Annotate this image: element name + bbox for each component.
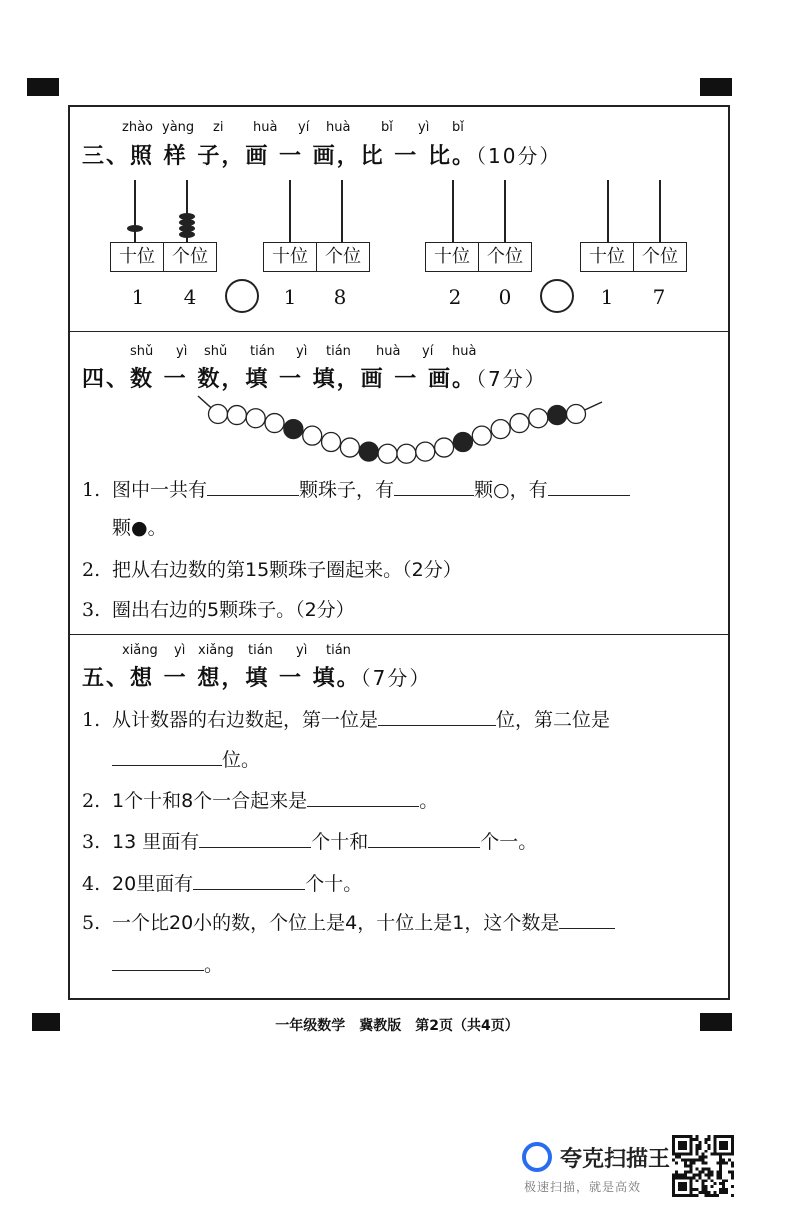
abacus-rod-ones (659, 180, 661, 243)
question-number: 3. (82, 599, 101, 621)
bead-black[interactable] (284, 420, 303, 439)
question-text: 。 (204, 954, 224, 976)
question-text: 位，第二位是 (496, 709, 611, 731)
bead-white[interactable] (303, 426, 322, 445)
tens-label: 十位 (264, 243, 317, 271)
section-4-score: （7分） (475, 367, 547, 391)
pinyin: yì (296, 344, 308, 359)
question-number: 4. (82, 873, 101, 895)
abacus-rod-tens (607, 180, 609, 243)
answer-blank[interactable] (207, 477, 299, 496)
question-text: 13 里面有 (112, 831, 200, 853)
section-5-title: 五、想 一 想，填 一 填。 (82, 666, 361, 691)
bead-white[interactable] (227, 406, 246, 425)
section-4-title: 四、数 一 数，填 一 填，画 一 画。 (82, 367, 476, 392)
abacus-rod-tens (134, 180, 136, 243)
bead-white[interactable] (416, 442, 435, 461)
section-3-title: 三、照 样 子，画 一 画，比 一 比。 (82, 144, 476, 169)
question-text: 颗●。 (112, 517, 167, 539)
worksheet-frame (68, 105, 730, 1000)
question-text: 把从右边数的第15颗珠子圈起来。（2分） (112, 559, 462, 581)
digit: 2 (448, 285, 462, 309)
s5-question-2 (82, 786, 438, 813)
section-3-heading (82, 139, 561, 170)
answer-blank[interactable] (307, 788, 419, 807)
answer-blank[interactable] (559, 910, 615, 929)
digit: 7 (652, 285, 666, 309)
question-text: 个一。 (480, 831, 538, 853)
s5-question-4 (82, 869, 362, 896)
s4-question-2 (82, 555, 462, 582)
pinyin: shǔ (130, 344, 154, 359)
place-value-box (425, 242, 532, 272)
pinyin: yì (296, 643, 308, 658)
pinyin: yàng (162, 120, 195, 135)
tens-label: 十位 (111, 243, 164, 271)
pinyin: yí (422, 344, 434, 359)
section-5-heading (82, 661, 431, 692)
question-text: 圈出右边的5颗珠子。（2分） (112, 599, 355, 621)
registration-mark-top-left (27, 78, 59, 96)
abacus-rod-ones (341, 180, 343, 243)
answer-blank[interactable] (112, 952, 204, 971)
section-4-heading (82, 362, 547, 393)
answer-blank[interactable] (193, 871, 305, 890)
bead-white[interactable] (472, 426, 491, 445)
answer-blank[interactable] (378, 707, 496, 726)
pinyin: tián (326, 344, 351, 359)
pinyin: yì (418, 120, 430, 135)
ones-label: 个位 (487, 246, 523, 267)
place-value-box (263, 242, 370, 272)
pinyin: shǔ (204, 344, 228, 359)
compare-circle[interactable] (540, 279, 574, 313)
question-text: 。 (419, 790, 439, 812)
pinyin: xiǎng (122, 643, 158, 658)
pinyin: yì (176, 344, 188, 359)
page-footer: 一年级数学 冀教版 第2页（共4页） (275, 1018, 519, 1034)
bead-black[interactable] (453, 433, 472, 452)
question-text: 颗珠子，有 (299, 479, 395, 501)
abacus-bead (179, 231, 195, 238)
bead-string-figure (70, 392, 732, 472)
question-text: 一个比20小的数，个位上是4，十位上是1，这个数是 (112, 912, 560, 934)
answer-blank[interactable] (112, 747, 222, 766)
question-text: 个十。 (305, 873, 363, 895)
compare-circle[interactable] (225, 279, 259, 313)
answer-blank[interactable] (548, 477, 630, 496)
answer-blank[interactable] (368, 829, 480, 848)
bead-white[interactable] (378, 444, 397, 463)
pinyin: tián (326, 643, 351, 658)
place-value-box (110, 242, 217, 272)
bead-black[interactable] (548, 406, 567, 425)
digit: 1 (131, 285, 145, 309)
ones-label: 个位 (172, 246, 208, 267)
section-4 (70, 332, 728, 635)
question-number: 2. (82, 790, 101, 812)
qr-code-icon (672, 1135, 734, 1197)
section-5 (70, 635, 728, 998)
brand-slogan: 极速扫描，就是高效 (524, 1180, 642, 1194)
answer-blank[interactable] (394, 477, 474, 496)
quark-logo-icon (522, 1142, 552, 1172)
abacus-rod-ones (504, 180, 506, 243)
bead-white[interactable] (246, 409, 265, 428)
bead-white[interactable] (340, 438, 359, 457)
bead-white[interactable] (265, 414, 284, 433)
pinyin: bǐ (452, 120, 464, 135)
question-text: 个十和 (311, 831, 369, 853)
pinyin: huà (326, 120, 351, 135)
abacus-rod-tens (289, 180, 291, 243)
s4-question-1-cont (112, 513, 167, 540)
digit: 1 (600, 285, 614, 309)
pinyin: zi (213, 120, 224, 135)
question-text: 图中一共有 (112, 479, 208, 501)
question-text: 位。 (222, 749, 261, 771)
section-3-score: （10分） (475, 144, 562, 168)
question-number: 2. (82, 559, 101, 581)
bead-black[interactable] (359, 442, 378, 461)
tens-label: 十位 (426, 243, 479, 271)
bead-white[interactable] (567, 405, 586, 424)
question-text: 颗○，有 (474, 479, 548, 501)
pinyin: tián (250, 344, 275, 359)
ones-label: 个位 (325, 246, 361, 267)
section-3 (70, 107, 728, 332)
section-5-score: （7分） (360, 666, 432, 690)
s4-question-3 (82, 595, 355, 622)
question-number: 1. (82, 479, 101, 501)
abacus-rod-tens (452, 180, 454, 243)
s4-question-1 (82, 475, 630, 502)
pinyin: huà (253, 120, 278, 135)
pinyin: yì (174, 643, 186, 658)
s5-question-5 (82, 908, 615, 935)
bead-white[interactable] (491, 420, 510, 439)
bead-white[interactable] (397, 444, 416, 463)
bead-white[interactable] (529, 409, 548, 428)
tens-label: 十位 (581, 243, 634, 271)
pinyin: xiǎng (198, 643, 234, 658)
s5-question-1-cont (112, 745, 260, 772)
pinyin: yí (298, 120, 310, 135)
bead-white[interactable] (435, 438, 454, 457)
question-number: 5. (82, 912, 101, 934)
digit: 0 (498, 285, 512, 309)
registration-mark-top-right (700, 78, 732, 96)
bead-white[interactable] (510, 414, 529, 433)
abacus-bead (127, 225, 143, 232)
brand-name: 夸克扫描王 (560, 1147, 671, 1172)
pinyin: huà (452, 344, 477, 359)
pinyin: zhào (122, 120, 153, 135)
ones-label: 个位 (642, 246, 678, 267)
question-number: 3. (82, 831, 101, 853)
question-text: 1个十和8个一合起来是 (112, 790, 308, 812)
digit: 4 (183, 285, 197, 309)
s5-question-1 (82, 705, 610, 732)
bead-white[interactable] (322, 433, 341, 452)
pinyin: bǐ (381, 120, 393, 135)
pinyin: tián (248, 643, 273, 658)
place-value-box (580, 242, 687, 272)
question-text: 20里面有 (112, 873, 194, 895)
digit: 8 (333, 285, 347, 309)
question-text: 从计数器的右边数起，第一位是 (112, 709, 379, 731)
digit: 1 (283, 285, 297, 309)
s5-question-3 (82, 827, 537, 854)
question-number: 1. (82, 709, 101, 731)
s5-question-5-cont (112, 950, 223, 977)
pinyin: huà (376, 344, 401, 359)
bead-white[interactable] (209, 405, 228, 424)
answer-blank[interactable] (199, 829, 311, 848)
